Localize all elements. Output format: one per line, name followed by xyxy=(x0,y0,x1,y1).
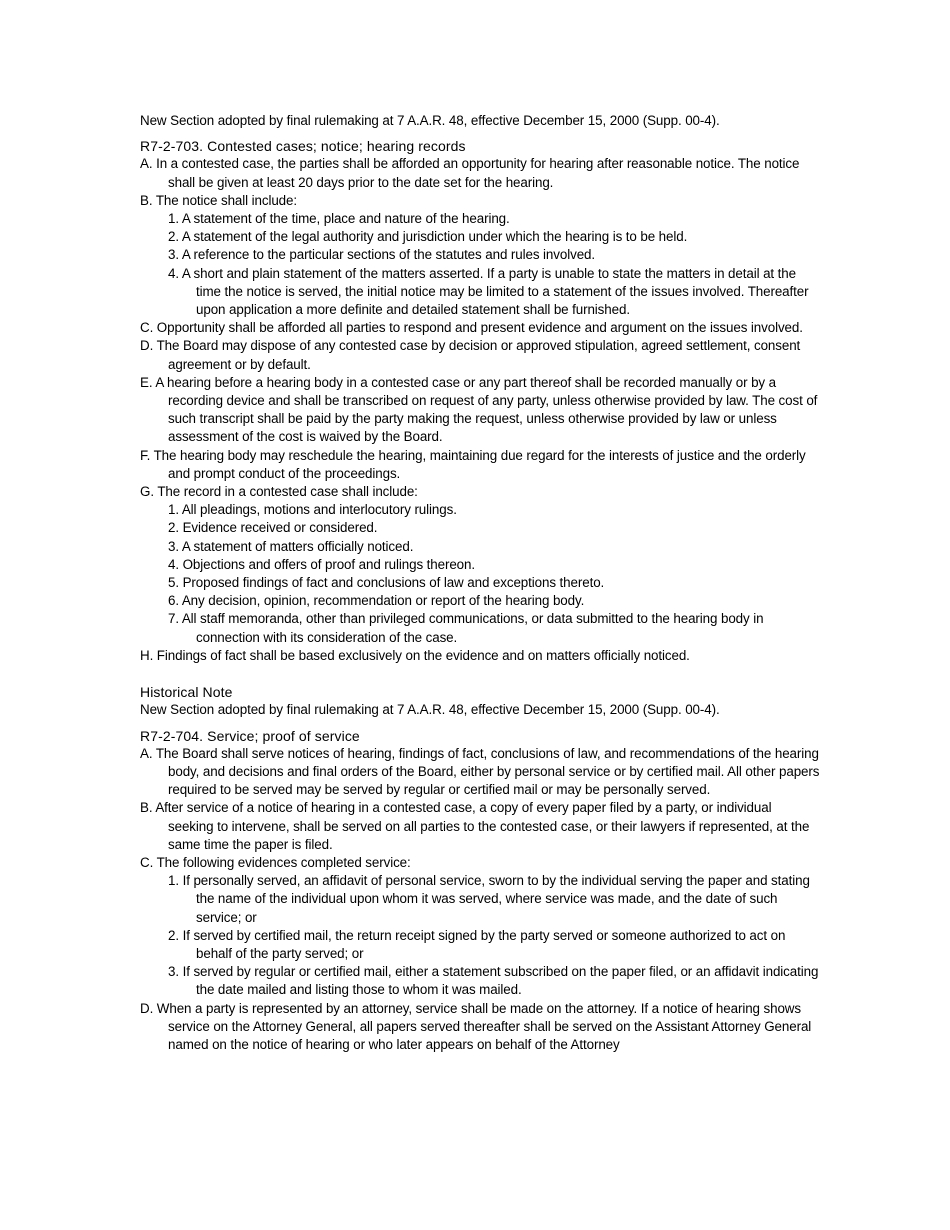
document-page xyxy=(140,112,820,1054)
section-703-g-item-6: 6. Any decision, opinion, recommendation or report of the hearing body. xyxy=(168,593,585,609)
section-703-g-item-1: 1. All pleadings, motions and interlocutory rulings. xyxy=(168,502,457,518)
section-703-b-item-2: 2. A statement of the legal authority and jurisdiction under which the hearing is to be held. xyxy=(168,229,688,245)
section-703-para-c: C. Opportunity shall be afforded all parties to respond and present evidence and argument on the issues involved. xyxy=(140,320,803,336)
section-704-para-c: C. The following evidences completed service: xyxy=(140,854,411,870)
intro-note: New Section adopted by final rulemaking at 7 A.A.R. 48, effective December 15, 2000 (Supp. 00-4). xyxy=(140,113,720,128)
section-703-g-item-7: 7. All staff memoranda, other than privileged communications, or data submitted to the hearing body in connection with its consideration of the case. xyxy=(168,611,764,645)
section-704-para-b: B. After service of a notice of hearing in a contested case, a copy of every paper filed by a party, or individual seeking to intervene, shall be served on all parties to the contested case, or their lawyers if represented, at the same time the paper is filed. xyxy=(140,800,810,852)
historical-note-title: Historical Note xyxy=(140,684,233,701)
section-704-para-a: A. The Board shall serve notices of hearing, findings of fact, conclusions of law, and recommendations of the hearing body, and decisions and final orders of the Board, either by personal service or by certified mail. All other papers required to be served may be served by regular or certified mail or may be personally served. xyxy=(140,745,820,798)
section-704-c-item-2: 2. If served by certified mail, the return receipt signed by the party served or someone authorized to act on behalf of the party served; or xyxy=(168,927,786,961)
section-703-g-item-2: 2. Evidence received or considered. xyxy=(168,520,378,536)
section-703-g-item-3: 3. A statement of matters officially noticed. xyxy=(168,538,414,554)
section-703-b-item-1: 1. A statement of the time, place and nature of the hearing. xyxy=(168,211,510,227)
section-703-b-item-3: 3. A reference to the particular sections of the statutes and rules involved. xyxy=(168,247,596,263)
section-704-para-d: D. When a party is represented by an attorney, service shall be made on the attorney. If a notice of hearing shows service on the Attorney General, all papers served thereafter shall be served on the Assistant Attorney General named on the notice of hearing or who later appears on behalf of the Attorney xyxy=(140,1000,812,1052)
section-703-heading: R7-2-703. Contested cases; notice; hearing records xyxy=(140,138,466,155)
section-704-c-item-3: 3. If served by regular or certified mail, either a statement subscribed on the paper filed, or an affidavit indicating the date mailed and listing those to whom it was mailed. xyxy=(168,964,819,998)
section-703-g-item-4: 4. Objections and offers of proof and rulings thereon. xyxy=(168,556,475,572)
section-703-para-f: F. The hearing body may reschedule the hearing, maintaining due regard for the interests of justice and the orderly and prompt conduct of the proceedings. xyxy=(140,447,806,481)
section-703-b-item-4: 4. A short and plain statement of the matters asserted. If a party is unable to state the matters in detail at the time the notice is served, the initial notice may be limited to a statement of the issues involved. Thereafter upon application a more definite and detailed statement shall be furnished. xyxy=(168,265,809,318)
section-703-para-d: D. The Board may dispose of any contested case by decision or approved stipulation, agreed settlement, consent agreement or by default. xyxy=(140,338,801,372)
section-704-c-item-1: 1. If personally served, an affidavit of personal service, sworn to by the individual serving the paper and stating the name of the individual upon whom it was served, where service was made, and the date of such service; or xyxy=(168,873,810,925)
historical-note-text: New Section adopted by final rulemaking at 7 A.A.R. 48, effective December 15, 2000 (Supp. 00-4). xyxy=(140,702,720,718)
section-703-para-e: E. A hearing before a hearing body in a contested case or any part thereof shall be recorded manually or by a recording device and shall be transcribed on request of any party, unless otherwise provided by law. The cost of such transcript shall be paid by the party making the request, unless otherwise provided by law or unless assessment of the cost is waived by the Board. xyxy=(140,374,818,445)
section-703-para-a: A. In a contested case, the parties shall be afforded an opportunity for hearing after reasonable notice. The notice shall be given at least 20 days prior to the date set for the hearing. xyxy=(140,156,800,190)
section-703-g-item-5: 5. Proposed findings of fact and conclusions of law and exceptions thereto. xyxy=(168,575,605,591)
section-703-para-h: H. Findings of fact shall be based exclusively on the evidence and on matters officially noticed. xyxy=(140,647,690,663)
section-703-para-g: G. The record in a contested case shall include: xyxy=(140,484,418,500)
section-703-para-b: B. The notice shall include: xyxy=(140,192,297,208)
section-704-heading: R7-2-704. Service; proof of service xyxy=(140,727,360,744)
